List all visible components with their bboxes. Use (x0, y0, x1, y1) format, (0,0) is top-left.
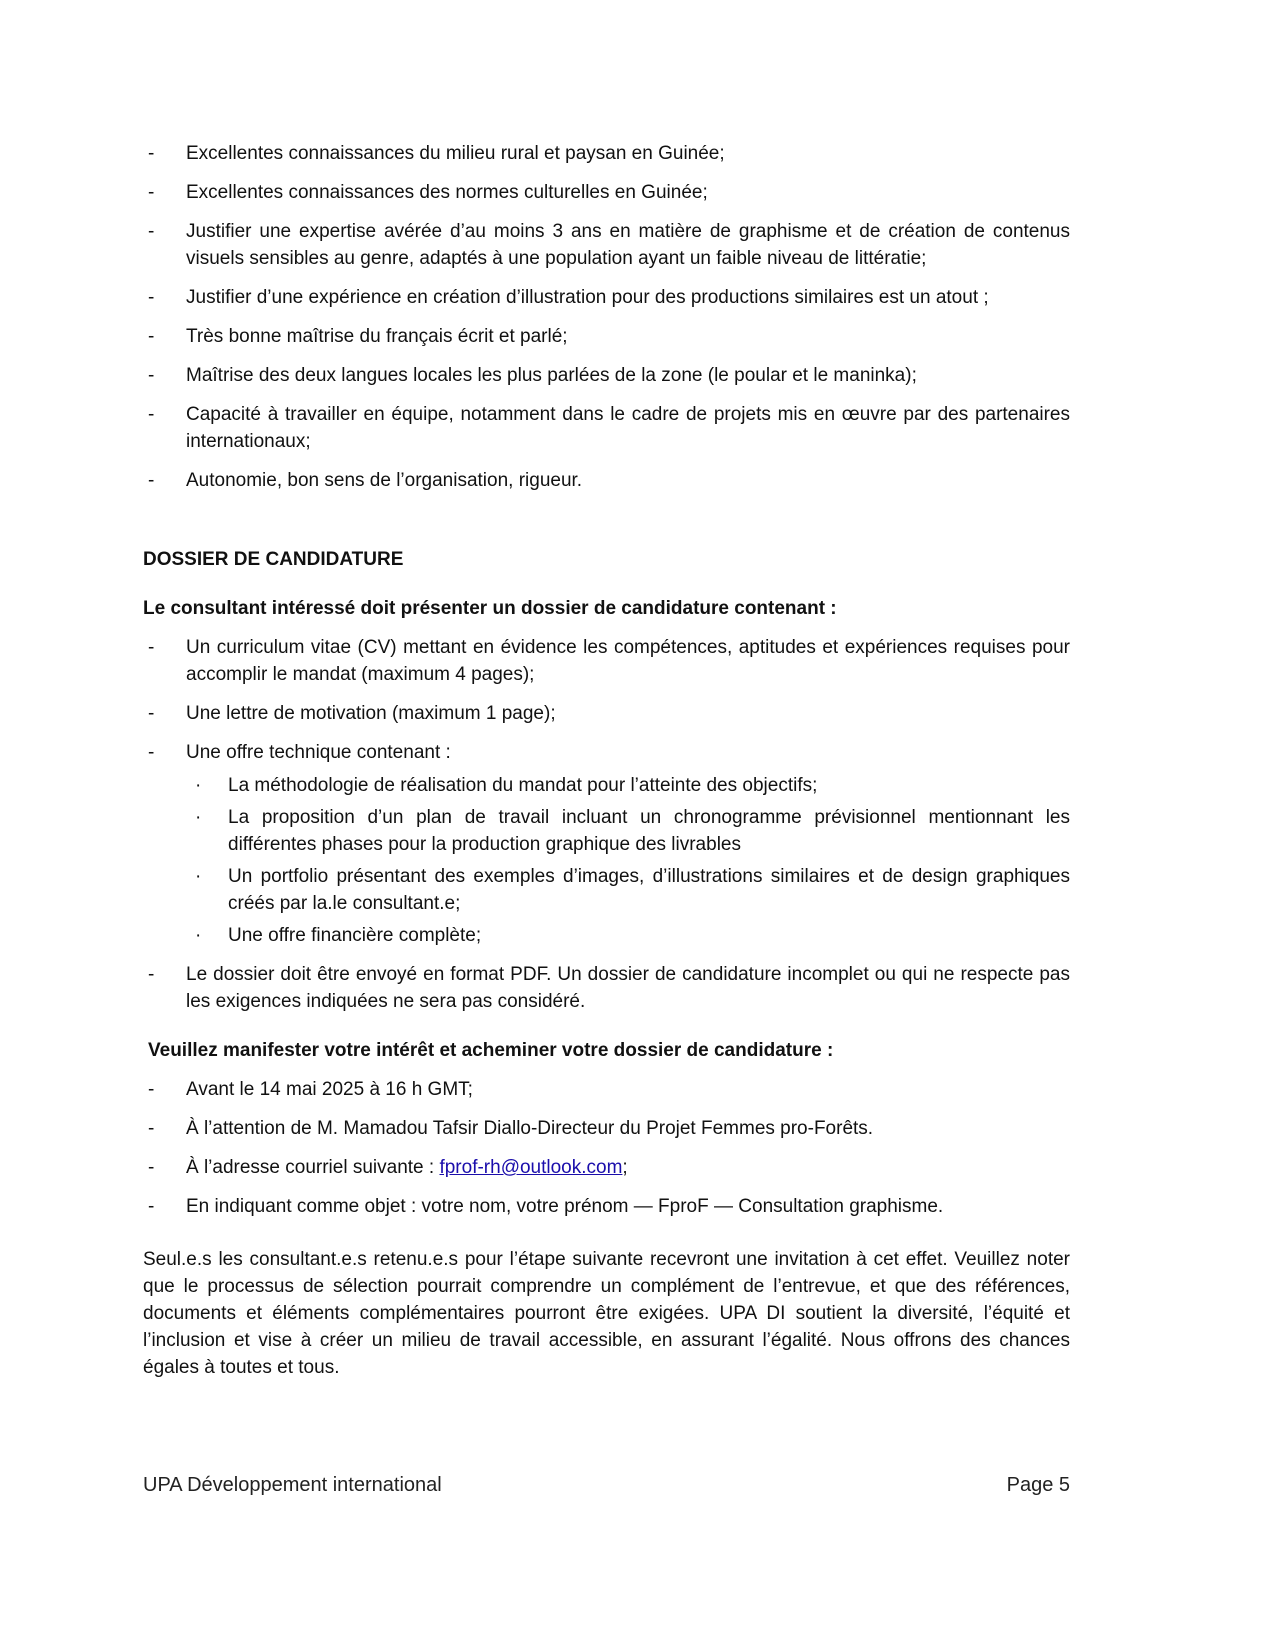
list-item-text: Très bonne maîtrise du français écrit et parlé; (186, 326, 568, 347)
list-item-text: Excellentes connaissances du milieu rural et paysan en Guinée; (186, 143, 725, 164)
dot-bullet: · (195, 807, 202, 828)
document-page (143, 140, 1070, 1381)
dash-bullet: - (148, 470, 155, 491)
list-item (143, 700, 1070, 727)
section-heading: DOSSIER DE CANDIDATURE (143, 549, 404, 570)
list-item (143, 467, 1070, 494)
dot-bullet: · (195, 925, 202, 946)
dash-bullet: - (148, 404, 155, 425)
footer-page-number: Page 5 (1006, 1474, 1070, 1496)
list-item-text: Capacité à travailler en équipe, notamment dans le cadre de projets mis en œuvre par des partenaires internationaux; (186, 404, 1070, 452)
email-link[interactable]: fprof-rh@outlook.com (439, 1157, 623, 1178)
list-item-text: Justifier d’une expérience en création d’illustration pour des productions similaires est un atout ; (186, 287, 989, 308)
dash-bullet: - (148, 182, 155, 203)
list-item (143, 1076, 1070, 1103)
sub-list-item (143, 863, 1070, 917)
sub-list-item (143, 772, 1070, 799)
dash-bullet: - (148, 221, 155, 242)
list-item (143, 739, 1070, 766)
submission-lead: Veuillez manifester votre intérêt et acheminer votre dossier de candidature : (148, 1040, 834, 1061)
dot-bullet: · (195, 775, 202, 796)
list-item-text: Autonomie, bon sens de l’organisation, rigueur. (186, 470, 583, 491)
list-item (143, 401, 1070, 455)
list-item-text: Un curriculum vitae (CV) mettant en évidence les compétences, aptitudes et expériences requises pour accomplir le mandat (maximum 4 pages); (186, 637, 1070, 685)
dash-bullet: - (148, 637, 155, 658)
sub-list-item-text: Un portfolio présentant des exemples d’images, d’illustrations similaires et de design graphiques créés par la.le consultant.e; (228, 866, 1070, 914)
list-item-text: Le dossier doit être envoyé en format PDF. Un dossier de candidature incomplet ou qui ne respecte pas les exigences indiquées ne sera pas considéré. (186, 964, 1070, 1012)
list-item (143, 362, 1070, 389)
attention-text: À l’attention de M. Mamadou Tafsir Diallo-Directeur du Projet Femmes pro-Forêts. (186, 1118, 874, 1139)
closing-paragraph: Seul.e.s les consultant.e.s retenu.e.s pour l’étape suivante recevront une invitation à cet effet. Veuillez noter que le processus de sélection pourrait comprendre un complément de l’entrevue, et que des références, documents et éléments complémentaires pourront être exigées. UPA DI soutient la diversité, l’équité et l’inclusion et vise à créer un milieu de travail accessible, en assurant l’égalité. Nous offrons des chances égales à toutes et tous. (143, 1249, 1070, 1378)
deadline-text: Avant le 14 mai 2025 à 16 h GMT; (186, 1079, 473, 1100)
footer-organization: UPA Développement international (143, 1474, 442, 1496)
list-item (143, 1115, 1070, 1142)
dot-bullet: · (195, 866, 202, 887)
list-item-text: Justifier une expertise avérée d’au moins 3 ans en matière de graphisme et de création de contenus visuels sensibles au genre, adaptés à une population ayant un faible niveau de littératie; (186, 221, 1070, 269)
dash-bullet: - (148, 742, 155, 763)
email-suffix: ; (622, 1157, 628, 1178)
list-item (143, 179, 1070, 206)
subject-text: En indiquant comme objet : votre nom, votre prénom — FproF — Consultation graphisme. (186, 1196, 944, 1217)
sub-list-item (143, 922, 1070, 949)
list-item-text: Une lettre de motivation (maximum 1 page); (186, 703, 556, 724)
dossier-list (143, 634, 1070, 1015)
dash-bullet: - (148, 365, 155, 386)
list-item (143, 634, 1070, 688)
list-item (143, 1193, 1070, 1220)
list-item (143, 1154, 1070, 1181)
list-item (143, 961, 1070, 1015)
list-item (143, 284, 1070, 311)
sub-list-item-text: La proposition d’un plan de travail incluant un chronogramme prévisionnel mentionnant les différentes phases pour la production graphique des livrables (228, 807, 1070, 855)
list-item-text: Maîtrise des deux langues locales les plus parlées de la zone (le poular et le maninka); (186, 365, 917, 386)
sub-list-item (143, 804, 1070, 858)
requirements-list (143, 140, 1070, 494)
dossier-lead: Le consultant intéressé doit présenter un dossier de candidature contenant : (143, 598, 837, 619)
dash-bullet: - (148, 1118, 155, 1139)
page-footer (143, 1474, 1070, 1497)
submission-list (143, 1076, 1070, 1220)
list-item (143, 218, 1070, 272)
sub-list-item-text: La méthodologie de réalisation du mandat pour l’atteinte des objectifs; (228, 775, 818, 796)
dash-bullet: - (148, 703, 155, 724)
dash-bullet: - (148, 143, 155, 164)
dash-bullet: - (148, 287, 155, 308)
dash-bullet: - (148, 964, 155, 985)
dash-bullet: - (148, 326, 155, 347)
dash-bullet: - (148, 1079, 155, 1100)
list-item-text: Excellentes connaissances des normes culturelles en Guinée; (186, 182, 708, 203)
email-prefix: À l’adresse courriel suivante : (186, 1157, 440, 1178)
list-item (143, 140, 1070, 167)
list-item-text: Une offre technique contenant : (186, 742, 451, 763)
dash-bullet: - (148, 1157, 155, 1178)
dash-bullet: - (148, 1196, 155, 1217)
list-item (143, 323, 1070, 350)
sub-list-item-text: Une offre financière complète; (228, 925, 482, 946)
